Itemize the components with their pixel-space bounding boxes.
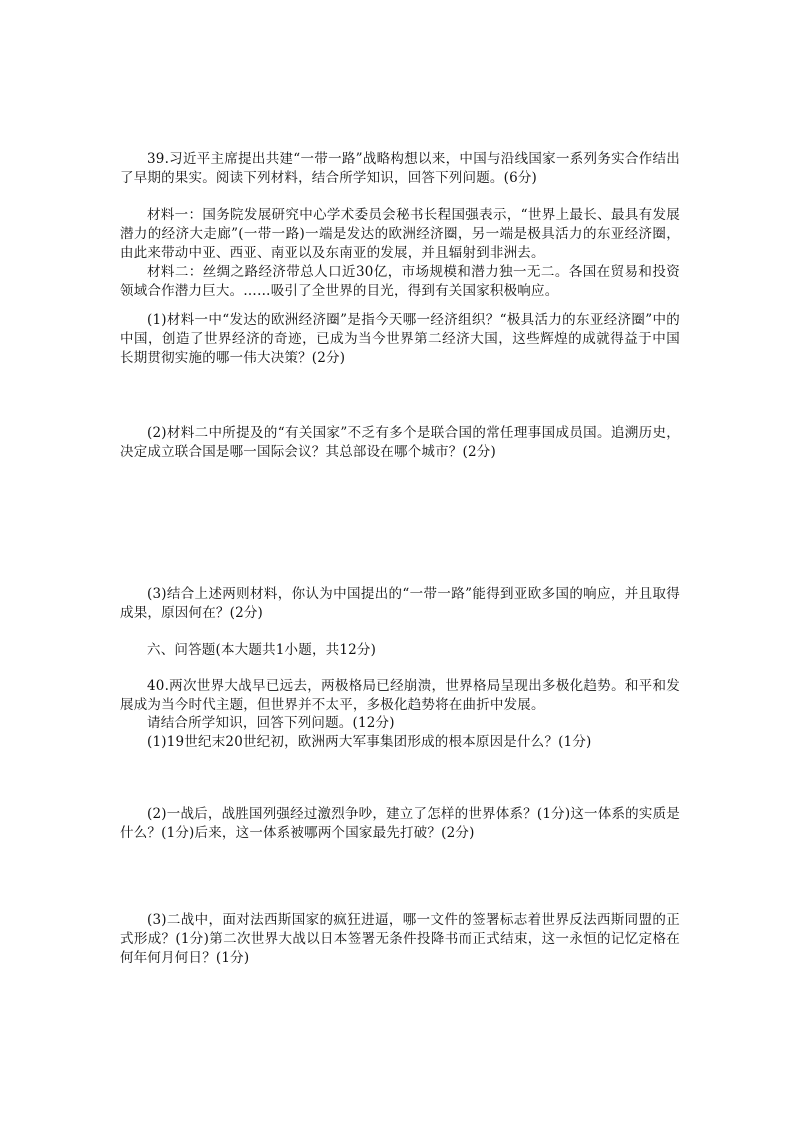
q39-material-1: 材料一：国务院发展研究中心学术委员会秘书长程国强表示，“世界上最长、最具有发展潜力的经济大走廊”(一带一路)一端是发达的欧洲经济圈，另一端是极具活力的东亚经济圈，由此来带动中亚、西亚、南亚以及东南亚的发展，并且辐射到非洲去。 [120, 207, 680, 261]
q40-sub-question-1: (1)19世纪末20世纪初，欧洲两大军事集团形成的根本原因是什么？(1分) [147, 734, 592, 750]
q40-stem: 40.两次世界大战早已远去，两极格局已经崩溃，世界格局呈现出多极化趋势。和平和发展成为当今时代主题，但世界并不太平，多极化趋势将在曲折中发展。 [120, 678, 680, 713]
q39-sub-question-1: (1)材料一中“发达的欧洲经济圈”是指今天哪一经济组织？“极具活力的东亚经济圈”中的中国，创造了世界经济的奇迹，已成为当今世界第二经济大国，这些辉煌的成就得益于中国长期贯彻实施的哪一伟大决策？(2分) [120, 312, 680, 366]
q40-sub-question-3: (3)二战中，面对法西斯国家的疯狂进逼，哪一文件的签署标志着世界反法西斯同盟的正式形成？(1分)第二次世界大战以日本签署无条件投降书而正式结束，这一永恒的记忆定格在何年何月何日？(1分) [120, 912, 680, 966]
q40-instruction: 请结合所学知识，回答下列问题。(12分) [147, 715, 395, 731]
q39-sub-question-2: (2)材料二中所提及的“有关国家”不乏有多个是联合国的常任理事国成员国。追溯历史，决定成立联合国是哪一国际会议？其总部设在哪个城市？(2分) [120, 425, 680, 460]
q39-stem: 39.习近平主席提出共建“一带一路”战略构想以来，中国与沿线国家一系列务实合作结出了早期的果实。阅读下列材料，结合所学知识，回答下列问题。(6分) [120, 151, 680, 186]
section-6-heading: 六、问答题(本大题共1小题，共12分) [147, 642, 377, 658]
q40-sub-question-2: (2)一战后，战胜国列强经过激烈争吵，建立了怎样的世界体系？(1分)这一体系的实质是什么？(1分)后来，这一体系被哪两个国家最先打破？(2分) [120, 806, 680, 841]
q39-sub-question-3: (3)结合上述两则材料，你认为中国提出的“一带一路”能得到亚欧多国的响应，并且取得成果，原因何在？(2分) [120, 586, 680, 621]
q39-material-2: 材料二：丝绸之路经济带总人口近30亿，市场规模和潜力独一无二。各国在贸易和投资领域合作潜力巨大。……吸引了全世界的目光，得到有关国家积极响应。 [120, 264, 680, 299]
